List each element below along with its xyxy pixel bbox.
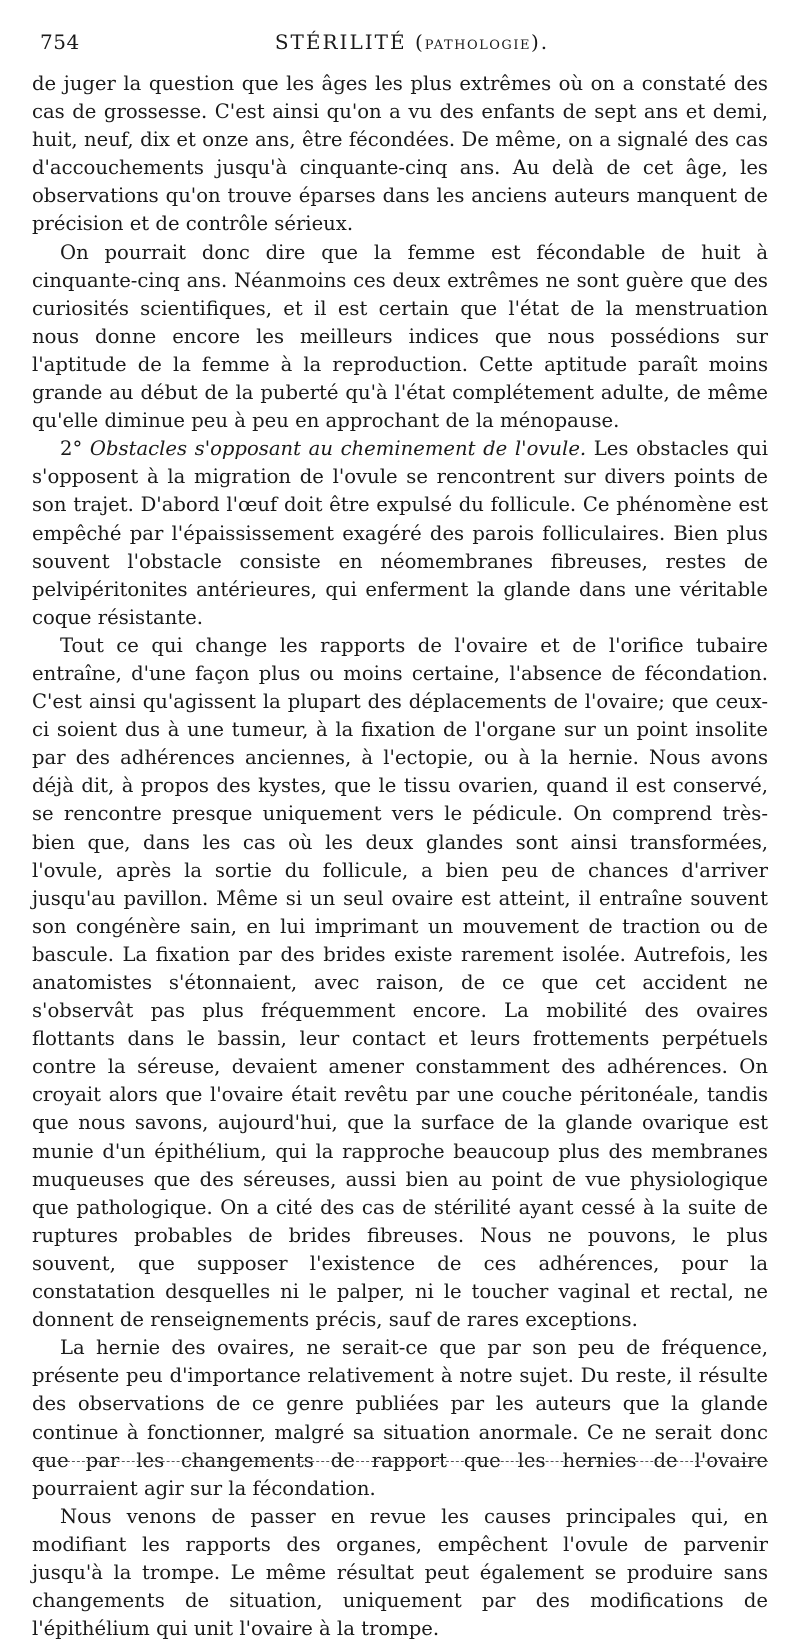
section-number: 2°	[60, 437, 90, 461]
running-head-title: STÉRILITÉ (	[274, 30, 425, 54]
footer-divider	[32, 1461, 768, 1462]
body-text	[32, 70, 768, 1643]
page-number: 754	[40, 30, 80, 54]
section-heading: Obstacles s'opposant au cheminement de l'ovule.	[89, 437, 587, 461]
paragraph: Nous venons de passer en revue les causes principales qui, en modifiant les rapports des organes, empêchent l'ovule de parvenir jusqu'à la trompe. Le même résultat peut également se produire sans changements de situation, uniquement par des modifications de l'épithélium qui unit l'ovaire à la trompe.	[32, 1504, 768, 1641]
running-head-subtitle: PATHOLOGIE	[424, 38, 531, 53]
paragraph: On pourrait donc dire que la femme est fécondable de huit à cinquante-cinq ans. Néanmoins ces deux extrêmes ne sont guère que des curiosités scientifiques, et il est certain que l'état de la menstruation nous donne encore les meilleurs indices que nous possédions sur l'aptitude de la femme à la reproduction. Cette aptitude paraît moins grande au début de la puberté qu'à l'état complétement adulte, de même qu'elle diminue peu à peu en approchant de la ménopause.	[32, 240, 768, 433]
page	[32, 30, 768, 1643]
running-head	[32, 30, 768, 54]
running-head-end: ).	[530, 30, 550, 54]
paragraph-text: Les obstacles qui s'opposent à la migration de l'ovule se rencontrent sur divers points de son trajet. D'abord l'œuf doit être expulsé du follicule. Ce phénomène est empêché par l'épaississement exagéré des parois folliculaires. Bien plus souvent l'obstacle consiste en néomembranes fibreuses, restes de pelvipéritonites antérieures, qui enferment la glande dans une véritable coque résistante.	[32, 437, 768, 629]
paragraph: Tout ce qui change les rapports de l'ovaire et de l'orifice tubaire entraîne, d'une façon plus ou moins certaine, l'absence de fécondation. C'est ainsi qu'agissent la plupart des déplacements de l'ovaire; que ceux-ci soient dus à une tumeur, à la fixation de l'organe sur un point insolite par des adhérences anciennes, à l'ectopie, ou à la hernie. Nous avons déjà dit, à propos des kystes, que le tissu ovarien, quand il est conservé, se rencontre presque uniquement vers le pédicule. On comprend très-bien que, dans les cas où les deux glandes sont ainsi transformées, l'ovule, après la sortie du follicule, a bien peu de chances d'arriver jusqu'au pavillon. Même si un seul ovaire est atteint, il entraîne souvent son congénère sain, en lui imprimant un mouvement de traction ou de bascule. La fixation par des brides existe rarement isolée. Autrefois, les anatomistes s'étonnaient, avec raison, de ce que cet accident ne s'observât pas plus fréquemment encore. La mobilité des ovaires flottants dans le bassin, leur contact et leurs frottements perpétuels contre la séreuse, devaient amener constamment des adhérences. On croyait alors que l'ovaire était revêtu par une couche péritonéale, tandis que nous savons, aujourd'hui, que la surface de la glande ovarique est munie d'un épithélium, qui la rapproche beaucoup plus des membranes muqueuses que des séreuses, aussi bien au point de vue physiologique que pathologique. On a cité des cas de stérilité ayant cessé à la suite de ruptures probables de brides fibreuses. Nous ne pouvons, le plus souvent, que supposer l'existence de ces adhérences, pour la constatation desquelles ni le palper, ni le toucher vaginal et rectal, ne donnent de renseignements précis, sauf de rares exceptions.	[32, 633, 768, 1332]
paragraph: La hernie des ovaires, ne serait-ce que par son peu de fréquence, présente peu d'importance relativement à notre sujet. Du reste, il résulte des observations de ce genre publiées par les auteurs que la glande continue à fonctionner, malgré sa situation anormale. Ce ne serait donc que par les changements de rapport que les hernies de l'ovaire pourraient agir sur la fécondation.	[32, 1336, 768, 1500]
paragraph	[32, 435, 768, 632]
paragraph: de juger la question que les âges les plus extrêmes où on a constaté des cas de grossesse. C'est ainsi qu'on a vu des enfants de sept ans et demi, huit, neuf, dix et onze ans, être fécondées. De même, on a signalé des cas d'accouchements jusqu'à cinquante-cinq ans. Au delà de cet âge, les observations qu'on trouve éparses dans les anciens auteurs manquent de précision et de contrôle sérieux.	[32, 72, 768, 236]
page-header	[32, 30, 768, 62]
